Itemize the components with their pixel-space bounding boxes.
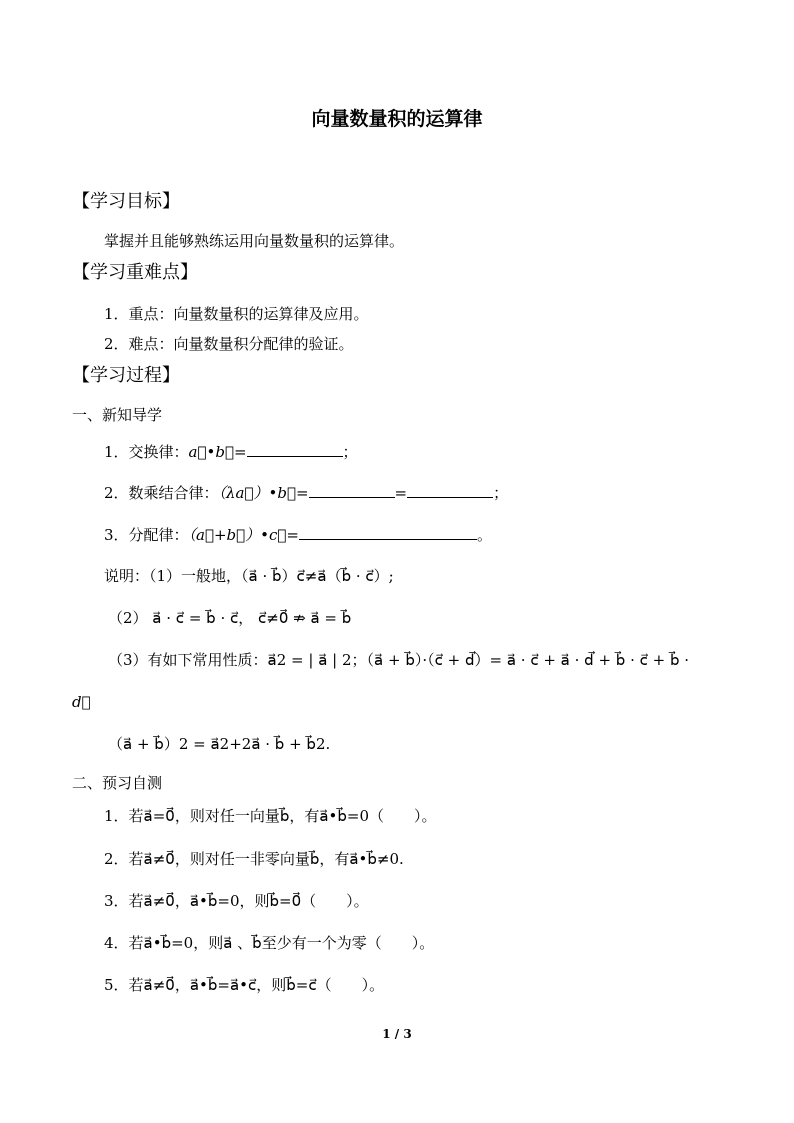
answer-blank[interactable] <box>309 482 395 498</box>
key-heading: 【学习重难点】 <box>72 262 198 283</box>
question-2: 2．若a⃗≠0⃗，则对任一非零向量b⃗，有a⃗•b⃗≠0. <box>104 850 404 868</box>
note-1: 说明：（1）一般地，（a⃗ · b⃗）c⃗≠a⃗（b⃗ · c⃗）; <box>104 567 394 585</box>
key-point-1: 1．重点：向量数量积的运算律及应用。 <box>104 305 369 323</box>
item2-mid: = <box>394 484 408 502</box>
page-number: 1 / 3 <box>382 1027 412 1041</box>
goal-text: 掌握并且能够熟练运用向量数量积的运算律。 <box>104 232 405 250</box>
process-heading: 【学习过程】 <box>72 365 180 386</box>
part2-heading: 二、预习自测 <box>72 774 163 792</box>
item3-expr: （a⃗+b⃗）•c⃗= <box>188 526 299 544</box>
item1-expr: a⃗•b⃗= <box>188 443 247 461</box>
item1-label: 1．交换律： <box>104 443 189 461</box>
key-point-2: 2．难点：向量数量积分配律的验证。 <box>104 335 354 353</box>
question-1: 1．若a⃗=0⃗，则对任一向量b⃗，有a⃗•b⃗=0（ ）。 <box>104 807 437 825</box>
item2-expr: （λa⃗）•b⃗= <box>218 484 309 502</box>
note-3: （3）有如下常用性质：a⃗2 = | a⃗ | 2；（a⃗ + b⃗）·（c⃗ + d⃗）= a⃗ · c⃗ + a⃗ · d⃗ + b⃗ · c⃗ + b⃗ · <box>108 651 690 669</box>
item1-end: ； <box>342 443 358 461</box>
part1-heading: 一、新知导学 <box>72 406 163 424</box>
item-commutative <box>104 441 358 462</box>
item2-end: ； <box>493 484 509 502</box>
item2-label: 2．数乘结合律： <box>104 484 219 502</box>
question-3: 3．若a⃗≠0⃗，a⃗•b⃗=0，则b⃗=0⃗（ ）。 <box>104 892 369 910</box>
question-4: 4．若a⃗•b⃗=0，则a⃗ 、b⃗至少有一个为零（ ）。 <box>104 934 435 952</box>
item3-label: 3．分配律： <box>104 526 189 544</box>
page-title: 向量数量积的运算律 <box>311 108 483 130</box>
note-3-continued: d⃗ <box>72 693 91 711</box>
answer-blank[interactable] <box>299 524 477 540</box>
note-2: （2） a⃗ · c⃗ = b⃗ · c⃗， c⃗≠0⃗ ⇏ a⃗ = b⃗ <box>108 609 352 627</box>
answer-blank[interactable] <box>247 441 343 457</box>
question-5: 5．若a⃗≠0⃗，a⃗•b⃗=a⃗•c⃗，则b⃗=c⃗（ ）。 <box>104 976 385 994</box>
note-4: （a⃗ + b⃗）2 = a⃗2+2a⃗ · b⃗ + b⃗2. <box>108 735 331 753</box>
item-distributive <box>104 524 492 545</box>
answer-blank[interactable] <box>407 482 493 498</box>
goal-heading: 【学习目标】 <box>72 191 180 212</box>
item-scalar-assoc <box>104 482 508 503</box>
item3-end: 。 <box>476 526 492 544</box>
